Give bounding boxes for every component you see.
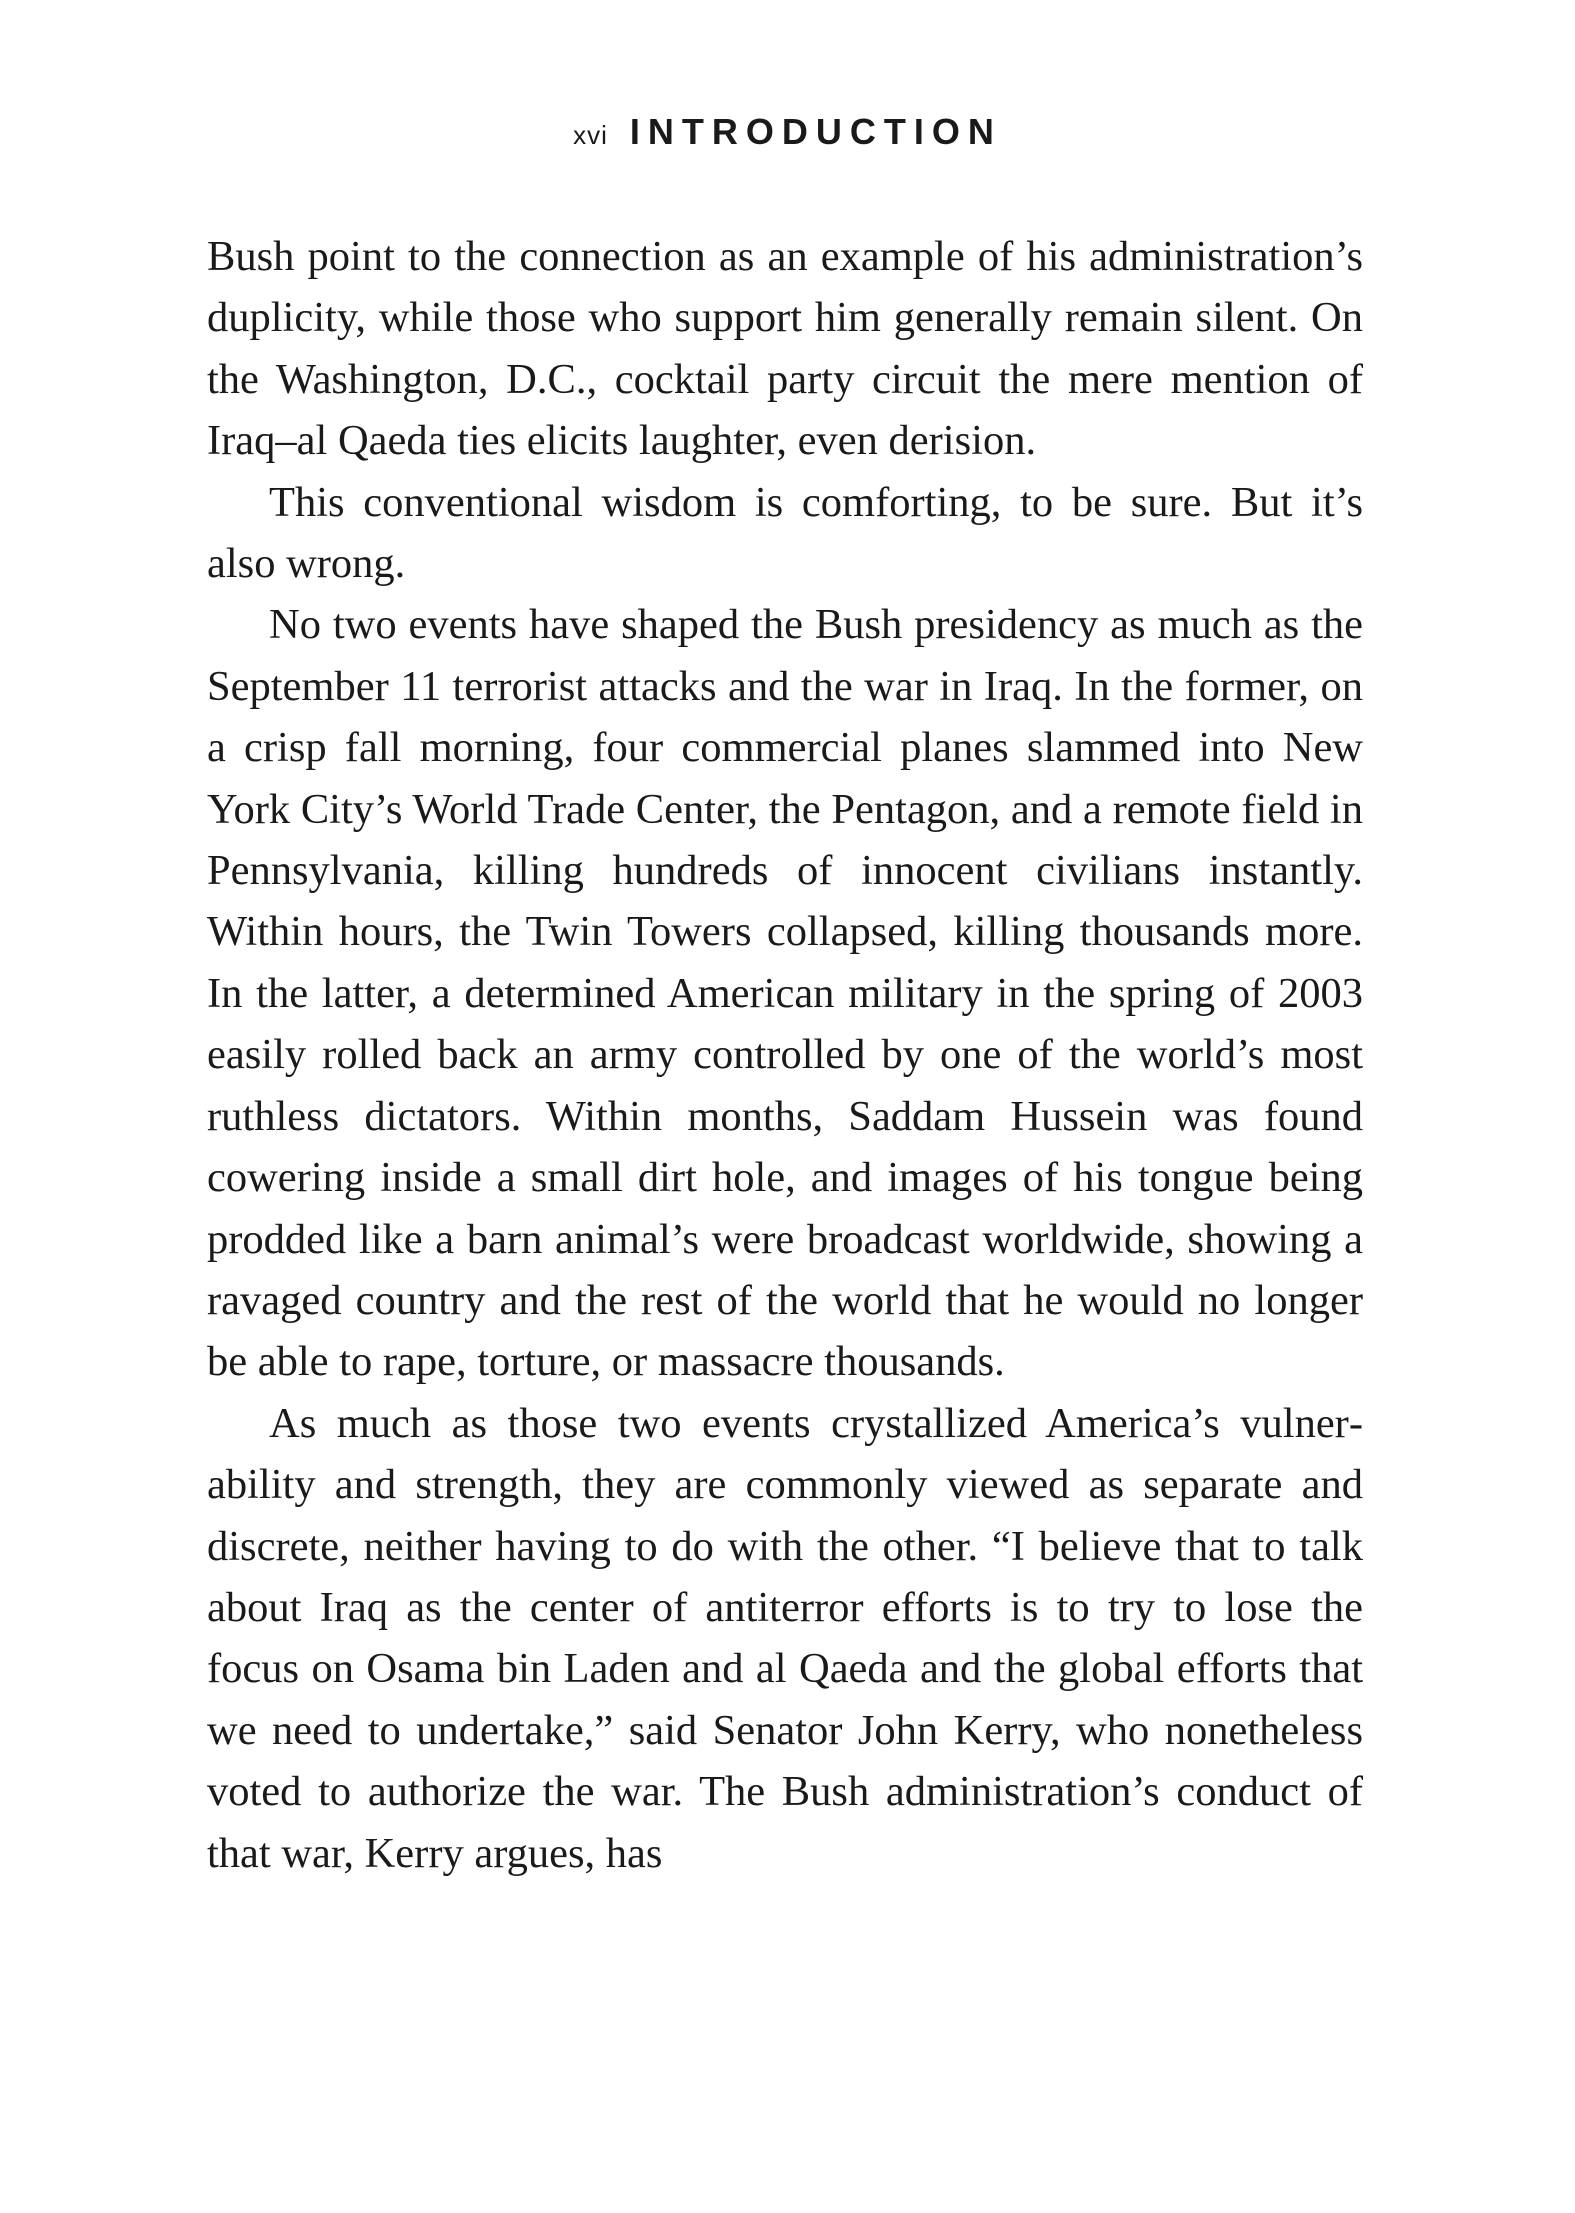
paragraph: As much as those two events crystallized America’s vulnerability and strength, they are commonly viewed as separate and discrete, neither having to do with the other. “I believe that to talk about Iraq as the center of antiterror efforts is to try to lose the focus on Osama bin Laden and al Qaeda and the global efforts that we need to undertake,” said Senator John Kerry, who nonetheless voted to authorize the war. The Bush administration’s conduct of that war, Kerry argues, has [207,1399,1363,1877]
paragraph: This conventional wisdom is comforting, to be sure. But it’s also wrong. [207,478,1363,588]
paragraph-continued: Bush point to the connection as an example of his administration’s duplicity, while those who support him generally remain silent. On the Washington, D.C., cocktail party circuit the mere mention of Iraq–al Qaeda ties elicits laughter, even derision. [207,233,1363,465]
section-title: INTRODUCTION [629,111,1002,152]
body-text [207,226,1363,1884]
page-number: xvi [573,120,608,150]
paragraph: No two events have shaped the Bush presidency as much as the September 11 terrorist attacks and the war in Iraq. In the former, on a crisp fall morning, four commercial planes slammed into New York City’s World Trade Center, the Pentagon, and a remote field in Pennsylvania, killing hundreds of innocent civilians instantly. Within hours, the Twin Towers collapsed, killing thousands more. In the latter, a determined American military in the spring of 2003 easily rolled back an army controlled by one of the world’s most ruthless dictators. Within months, Saddam Hussein was found cowering inside a small dirt hole, and images of his tongue being prodded like a barn animal’s were broadcast worldwide, showing a ravaged country and the rest of the world that he would no longer be able to rape, torture, or massacre thousands. [207,601,1363,1386]
running-head [0,108,1575,164]
